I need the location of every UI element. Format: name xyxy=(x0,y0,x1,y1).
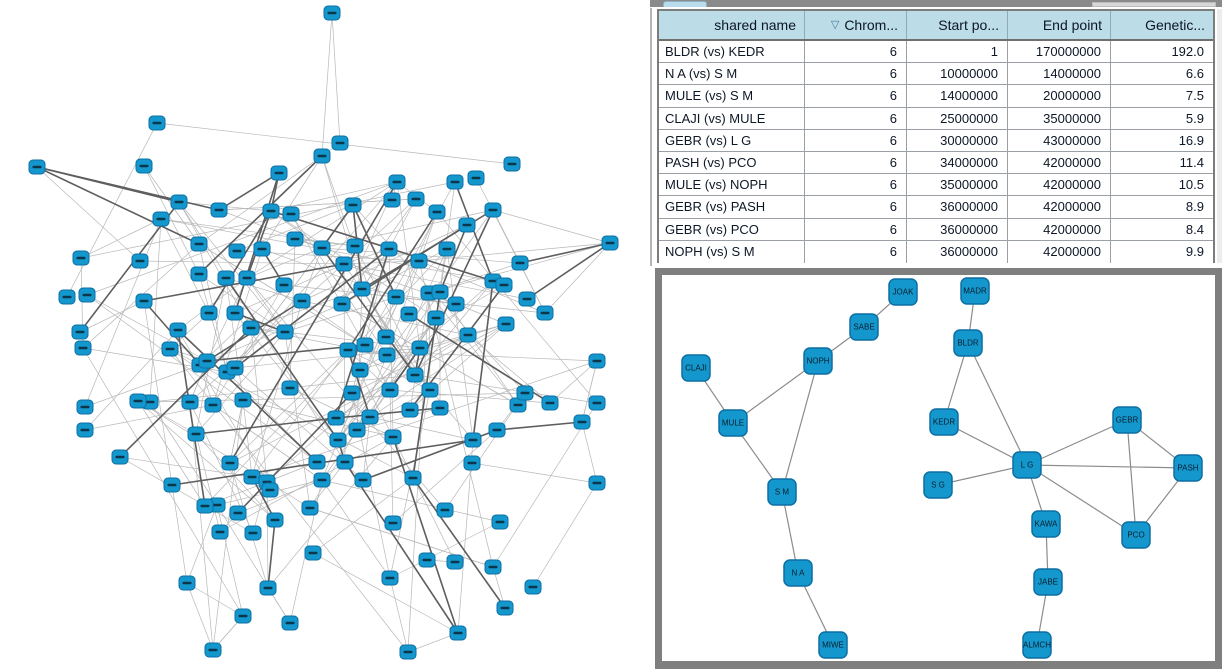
column-header-chromosome[interactable] xyxy=(805,11,907,39)
table-row[interactable] xyxy=(659,219,1213,241)
node-label xyxy=(146,401,155,404)
network-edge[interactable] xyxy=(472,463,597,483)
node-label: N A xyxy=(791,568,805,578)
table-cell-start: 30000000 xyxy=(907,130,1008,151)
table-cell-start: 25000000 xyxy=(907,108,1008,129)
node-label xyxy=(436,407,445,410)
node-label xyxy=(338,303,347,306)
table-cell-start: 10000000 xyxy=(907,63,1008,84)
table-cell-chrom: 6 xyxy=(805,174,907,195)
node-label xyxy=(226,462,235,465)
node-label xyxy=(134,400,143,403)
table-cell-end: 43000000 xyxy=(1008,130,1111,151)
node-label xyxy=(593,360,602,363)
node-label xyxy=(286,387,295,390)
node-label xyxy=(348,392,357,395)
network-edge[interactable] xyxy=(415,375,597,403)
node-label xyxy=(205,312,214,315)
node-label xyxy=(366,416,375,419)
table-cell-end: 14000000 xyxy=(1008,63,1111,84)
column-header-shared-name[interactable] xyxy=(659,11,805,39)
node-label xyxy=(140,165,149,168)
node-label xyxy=(281,331,290,334)
column-header-start-point[interactable] xyxy=(907,11,1008,39)
node-label xyxy=(409,477,418,480)
table-cell-chrom: 6 xyxy=(805,196,907,217)
node-label xyxy=(81,406,90,409)
table-cell-chrom: 6 xyxy=(805,41,907,62)
node-label: KEDR xyxy=(932,417,956,427)
table-cell-genetic: 7.5 xyxy=(1185,88,1204,104)
node-label: MADR xyxy=(963,286,987,296)
node-label xyxy=(248,476,257,479)
network-edge[interactable] xyxy=(268,520,275,588)
network-edge[interactable] xyxy=(200,304,342,365)
network-edge[interactable] xyxy=(81,219,161,258)
node-label: S M xyxy=(774,487,790,497)
node-label xyxy=(183,582,192,585)
table-cell-name: MULE (vs) S M xyxy=(659,85,805,106)
table-row[interactable] xyxy=(659,41,1213,63)
column-label: shared name xyxy=(714,17,796,33)
network-edge[interactable] xyxy=(390,522,500,578)
node-label xyxy=(168,484,177,487)
table-cell-end: 170000000 xyxy=(1008,41,1111,62)
node-label xyxy=(275,172,284,175)
horizontal-scrollbar-fragment[interactable] xyxy=(1092,2,1216,7)
table-row[interactable] xyxy=(659,241,1213,263)
node-label xyxy=(404,651,413,654)
node-label xyxy=(313,461,322,464)
table-cell-end: 42000000 xyxy=(1008,241,1111,263)
node-label xyxy=(247,327,256,330)
table-cell-name: MULE (vs) NOPH xyxy=(659,174,805,195)
node-label xyxy=(415,260,424,263)
node-label xyxy=(501,607,510,610)
node-label xyxy=(271,519,280,522)
node-label xyxy=(351,245,360,248)
node-label xyxy=(529,586,538,589)
node-label xyxy=(249,532,258,535)
table-cell-end: 42000000 xyxy=(1008,196,1111,217)
table-cell-name: GEBR (vs) PASH xyxy=(659,196,805,217)
table-cell-chrom: 6 xyxy=(805,152,907,173)
table-row[interactable] xyxy=(659,85,1213,107)
node-label xyxy=(233,250,242,253)
node-label: S G xyxy=(931,480,945,490)
node-label xyxy=(389,436,398,439)
table-header-row xyxy=(659,11,1213,41)
table-cell-end: 42000000 xyxy=(1008,219,1111,240)
table-cell-start: 34000000 xyxy=(907,152,1008,173)
network-edge[interactable] xyxy=(968,343,1027,465)
node-label xyxy=(405,313,414,316)
node-label xyxy=(508,163,517,166)
node-label xyxy=(432,317,441,320)
node-label xyxy=(493,429,502,432)
table-tab-fragment[interactable] xyxy=(663,1,707,7)
node-label xyxy=(441,509,450,512)
node-label xyxy=(500,284,509,287)
network-edge[interactable] xyxy=(285,332,310,508)
node-label xyxy=(81,429,90,432)
node-label xyxy=(593,402,602,405)
node-label xyxy=(243,277,252,280)
network-edge[interactable] xyxy=(545,243,610,313)
table-cell-genetic: 8.4 xyxy=(1185,221,1204,237)
node-label: PCO xyxy=(1127,530,1145,540)
node-label: JOAK xyxy=(892,287,914,297)
table-cell-name: N A (vs) S M xyxy=(659,63,805,84)
node-label xyxy=(451,561,460,564)
network-edge[interactable] xyxy=(429,293,518,405)
table-cell-name: BLDR (vs) KEDR xyxy=(659,41,805,62)
node-label xyxy=(496,521,505,524)
node-label xyxy=(291,238,300,241)
node-label xyxy=(463,224,472,227)
node-label xyxy=(340,263,349,266)
node-label xyxy=(489,209,498,212)
node-label xyxy=(33,166,42,169)
network-edge[interactable] xyxy=(252,361,597,477)
node-label xyxy=(116,456,125,459)
node-label xyxy=(231,312,240,315)
table-cell-chrom: 6 xyxy=(805,85,907,106)
node-label xyxy=(306,507,315,510)
node-label xyxy=(454,632,463,635)
network-edge[interactable] xyxy=(85,219,161,407)
table-row[interactable] xyxy=(659,130,1213,152)
network-edge[interactable] xyxy=(37,167,219,210)
table-cell-start: 36000000 xyxy=(907,219,1008,240)
node-label xyxy=(153,122,162,125)
node-label xyxy=(280,284,289,287)
node-label xyxy=(174,329,183,332)
node-label xyxy=(334,439,343,442)
node-label xyxy=(267,210,276,213)
network-edge[interactable] xyxy=(533,483,597,587)
node-label xyxy=(264,587,273,590)
column-label: End point xyxy=(1042,17,1102,33)
node-label xyxy=(416,347,425,350)
network-edge[interactable] xyxy=(80,301,144,332)
node-label xyxy=(195,243,204,246)
node-label xyxy=(287,213,296,216)
node-label xyxy=(344,349,353,352)
node-label: SABE xyxy=(853,322,875,332)
node-label xyxy=(213,504,222,507)
network-edge[interactable] xyxy=(582,361,597,422)
node-label xyxy=(541,312,550,315)
node-label xyxy=(464,334,473,337)
node-label: ALMCH xyxy=(1022,640,1052,650)
node-label: GEBR xyxy=(1115,415,1139,425)
node-label xyxy=(318,247,327,250)
node-label xyxy=(77,257,86,260)
node-label xyxy=(231,367,240,370)
network-edge[interactable] xyxy=(493,210,610,243)
node-label xyxy=(546,402,555,405)
table-row[interactable] xyxy=(659,174,1213,196)
node-label xyxy=(266,489,275,492)
node-label xyxy=(63,296,72,299)
node-label xyxy=(318,479,327,482)
node-label xyxy=(523,298,532,301)
column-label: Start po... xyxy=(938,17,999,33)
network-edge[interactable] xyxy=(393,437,455,562)
table-row[interactable] xyxy=(659,196,1213,218)
table-cell-genetic: 5.9 xyxy=(1185,110,1204,126)
node-label xyxy=(195,273,204,276)
node-label xyxy=(318,155,327,158)
node-label xyxy=(83,294,92,297)
node-label xyxy=(358,288,367,291)
node-label xyxy=(386,577,395,580)
node-label xyxy=(239,615,248,618)
node-label xyxy=(201,505,210,508)
node-label xyxy=(349,204,358,207)
network-edge[interactable] xyxy=(393,437,458,633)
node-label: MIWE xyxy=(822,640,844,650)
node-label xyxy=(140,300,149,303)
table-cell-chrom: 6 xyxy=(805,130,907,151)
network-edge[interactable] xyxy=(140,261,344,264)
network-edge[interactable] xyxy=(267,482,268,588)
node-label xyxy=(489,566,498,569)
node-label: JABE xyxy=(1037,577,1059,587)
node-label xyxy=(472,177,481,180)
network-edge[interactable] xyxy=(196,434,220,532)
column-label: Genetic... xyxy=(1145,17,1205,33)
network-edge[interactable] xyxy=(322,13,332,156)
network-edge[interactable] xyxy=(37,167,140,261)
node-label xyxy=(215,209,224,212)
table-cell-end: 42000000 xyxy=(1008,174,1111,195)
node-label xyxy=(412,198,421,201)
node-label xyxy=(393,181,402,184)
network-edge[interactable] xyxy=(527,243,610,299)
node-label xyxy=(361,344,370,347)
node-label: NOPH xyxy=(806,356,830,366)
node-label xyxy=(136,260,145,263)
table-row[interactable] xyxy=(659,108,1213,130)
node-label xyxy=(426,389,435,392)
table-cell-start: 36000000 xyxy=(907,241,1008,263)
node-label xyxy=(469,439,478,442)
network-edge[interactable] xyxy=(172,485,187,583)
edge-table-panel xyxy=(657,9,1215,263)
table-cell-name: CLAJI (vs) MULE xyxy=(659,108,805,129)
table-cell-name: GEBR (vs) L G xyxy=(659,130,805,151)
network-view-secondary xyxy=(655,268,1222,669)
node-label xyxy=(514,404,523,407)
node-label xyxy=(286,622,295,625)
edge-table-body xyxy=(659,41,1213,263)
node-label xyxy=(593,482,602,485)
column-label: Chrom... xyxy=(844,17,898,33)
node-label xyxy=(76,331,85,334)
table-cell-chrom: 6 xyxy=(805,63,907,84)
vertical-scrollbar-track[interactable] xyxy=(1217,9,1222,263)
node-label xyxy=(578,421,587,424)
table-cell-name: PASH (vs) PCO xyxy=(659,152,805,173)
table-cell-genetic: 16.9 xyxy=(1178,132,1204,148)
network-edge[interactable] xyxy=(468,335,550,403)
node-label xyxy=(433,211,442,214)
node-label xyxy=(356,369,365,372)
node-label xyxy=(209,404,218,407)
network-edge[interactable] xyxy=(345,462,458,633)
table-cell-end: 42000000 xyxy=(1008,152,1111,173)
node-label: PASH xyxy=(1177,463,1199,473)
network-edge[interactable] xyxy=(187,583,243,616)
node-label xyxy=(192,433,201,436)
node-label: L G xyxy=(1020,460,1034,470)
table-cell-end: 20000000 xyxy=(1008,85,1111,106)
network-edge[interactable] xyxy=(67,123,157,297)
table-cell-genetic: 8.9 xyxy=(1185,199,1204,215)
node-label xyxy=(452,303,461,306)
table-cell-name: NOPH (vs) S M xyxy=(659,241,805,263)
table-cell-name: GEBR (vs) PCO xyxy=(659,219,805,240)
network-edge[interactable] xyxy=(187,505,217,583)
node-label: KAWA xyxy=(1034,519,1058,529)
node-label xyxy=(423,559,432,562)
node-label xyxy=(443,248,452,251)
node-label xyxy=(383,354,392,357)
node-label xyxy=(332,417,341,420)
node-label xyxy=(239,399,248,402)
filter-icon[interactable]: ▽ xyxy=(830,18,840,31)
table-cell-start: 14000000 xyxy=(907,85,1008,106)
network-edge[interactable] xyxy=(1127,420,1136,535)
table-cell-genetic: 192.0 xyxy=(1171,44,1204,60)
network-edge[interactable] xyxy=(1027,465,1188,468)
node-label xyxy=(451,181,460,184)
node-label xyxy=(166,348,175,351)
table-row[interactable] xyxy=(659,63,1213,85)
table-cell-start: 35000000 xyxy=(907,174,1008,195)
network-edge[interactable] xyxy=(413,478,505,608)
panel-splitter[interactable] xyxy=(650,8,652,266)
node-label xyxy=(411,374,420,377)
network-edge[interactable] xyxy=(83,348,243,616)
table-cell-chrom: 6 xyxy=(805,219,907,240)
node-label xyxy=(328,12,337,15)
node-label xyxy=(216,531,225,534)
node-label xyxy=(389,522,398,525)
network-edge[interactable] xyxy=(187,583,213,650)
node-label: BLDR xyxy=(957,338,979,348)
table-cell-chrom: 6 xyxy=(805,108,907,129)
network-edge[interactable] xyxy=(782,361,818,492)
table-cell-start: 1 xyxy=(907,41,1008,62)
table-cell-genetic: 11.4 xyxy=(1179,155,1204,171)
node-label xyxy=(209,649,218,652)
table-cell-start: 36000000 xyxy=(907,196,1008,217)
node-label xyxy=(386,389,395,392)
node-label xyxy=(382,336,391,339)
table-cell-genetic: 9.9 xyxy=(1185,244,1204,260)
node-label xyxy=(406,409,415,412)
node-label xyxy=(341,461,350,464)
node-label xyxy=(385,248,394,251)
node-label xyxy=(388,199,397,202)
node-label xyxy=(359,479,368,482)
node-label: CLAJI xyxy=(685,363,707,373)
node-label xyxy=(516,262,525,265)
node-label xyxy=(298,300,307,303)
node-label xyxy=(436,291,445,294)
network-edge[interactable] xyxy=(138,401,310,508)
node-label xyxy=(309,552,318,555)
secondary-network-canvas[interactable] xyxy=(662,275,1215,661)
node-label xyxy=(157,218,166,221)
node-label xyxy=(502,323,511,326)
node-label xyxy=(186,401,195,404)
node-label xyxy=(203,360,212,363)
table-cell-end: 35000000 xyxy=(1008,108,1111,129)
network-edge[interactable] xyxy=(1027,420,1127,465)
network-edge[interactable] xyxy=(497,422,582,430)
node-label xyxy=(175,201,184,204)
column-header-end-point[interactable] xyxy=(1008,11,1111,39)
network-edge[interactable] xyxy=(582,422,597,483)
node-label xyxy=(606,242,615,245)
table-cell-genetic: 6.6 xyxy=(1185,66,1204,82)
table-cell-genetic: 10.5 xyxy=(1178,177,1204,193)
secondary-network-svg[interactable] xyxy=(662,275,1215,661)
node-label xyxy=(222,277,231,280)
node-label xyxy=(79,347,88,350)
node-label xyxy=(521,392,530,395)
node-label xyxy=(392,296,401,299)
network-edge[interactable] xyxy=(332,13,340,143)
node-label xyxy=(234,512,243,515)
table-cell-chrom: 6 xyxy=(805,241,907,263)
node-label xyxy=(353,429,362,432)
node-label: MULE xyxy=(721,418,745,428)
node-label xyxy=(468,462,477,465)
node-label xyxy=(336,142,345,145)
table-row[interactable] xyxy=(659,152,1213,174)
node-label xyxy=(258,248,267,251)
column-header-genetic[interactable] xyxy=(1111,11,1213,39)
